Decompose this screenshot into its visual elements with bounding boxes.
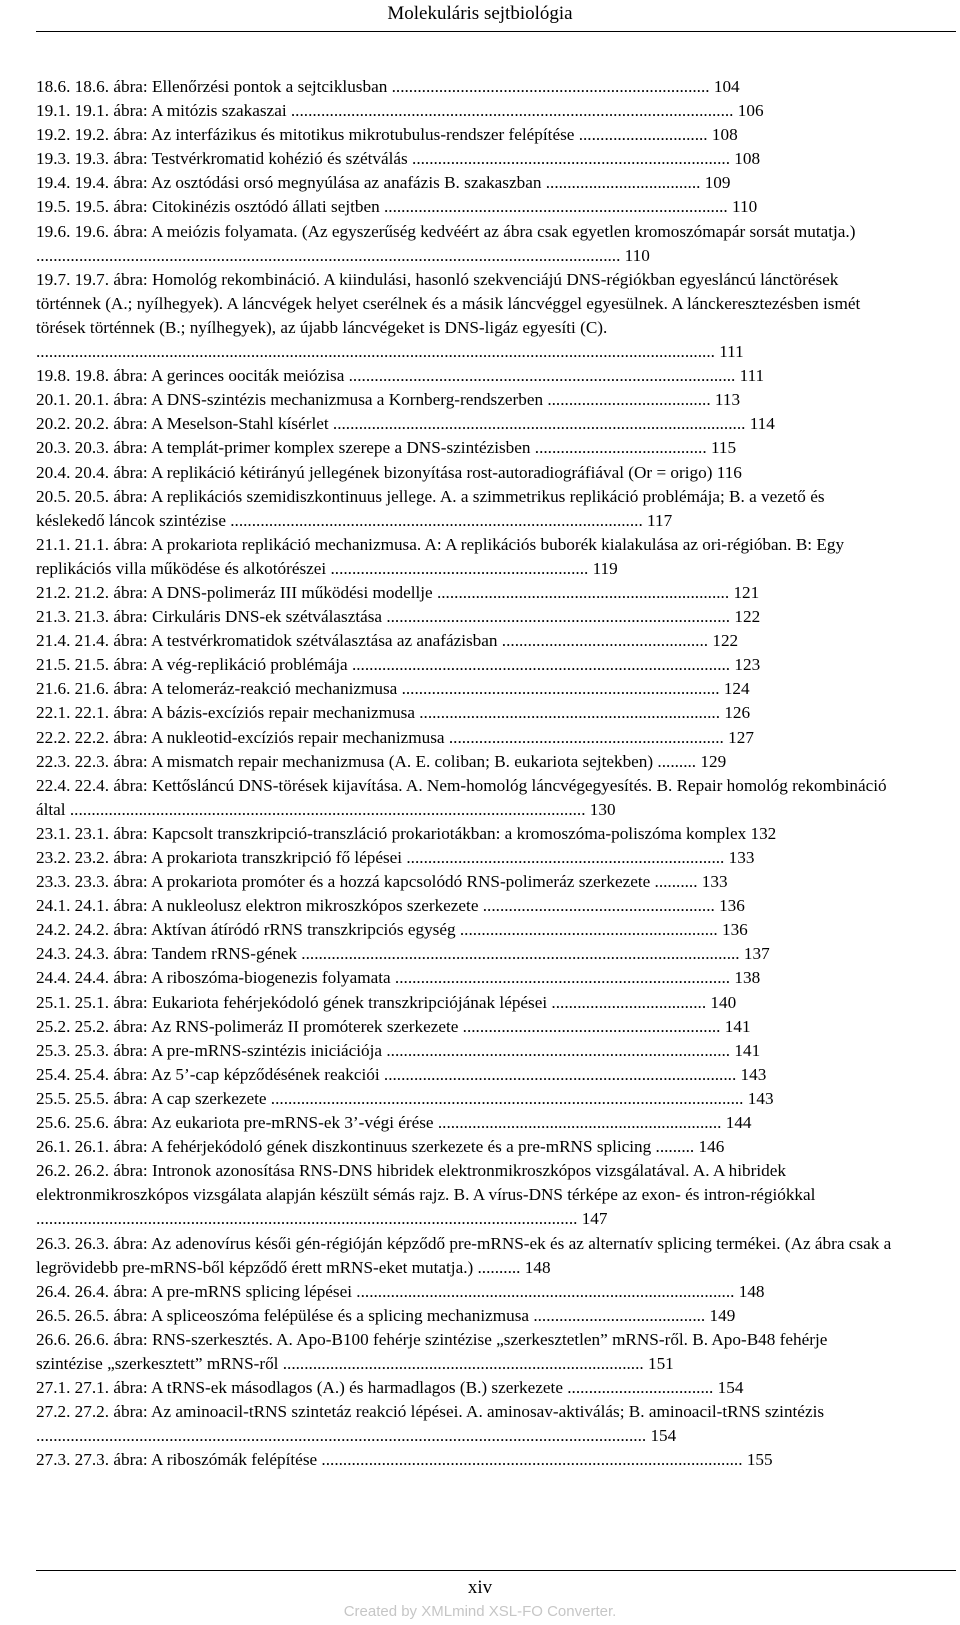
toc-entry[interactable]: 23.3. 23.3. ábra: A prokariota promóter és a hozzá kapcsolódó RNS-polimeráz szerkezete .......... 133: [36, 872, 728, 892]
toc-entry[interactable]: 25.5. 25.5. ábra: A cap szerkezete .............................................................................................................. 143: [36, 1088, 774, 1108]
toc-entry[interactable]: 19.8. 19.8. ábra: A gerinces oociták meiózisa .......................................................................................... 111: [36, 366, 765, 386]
table-of-figures: [36, 75, 892, 1472]
toc-entry[interactable]: 26.4. 26.4. ábra: A pre-mRNS splicing lépései ........................................................................................ 148: [36, 1281, 765, 1301]
toc-entry[interactable]: 21.6. 21.6. ábra: A telomeráz-reakció mechanizmusa .......................................................................... 124: [36, 679, 750, 699]
toc-entry[interactable]: 26.6. 26.6. ábra: RNS-szerkesztés. A. Apo-B100 fehérje szintézise „szerkesztetlen” mRNS-ről. B. Apo-B48 fehérje szintézise „szerkesztett” mRNS-ről .................................................................................... 151: [36, 1329, 828, 1373]
toc-entry[interactable]: 20.3. 20.3. ábra: A templát-primer komplex szerepe a DNS-szintézisben ........................................ 115: [36, 438, 737, 458]
header-divider: [36, 31, 956, 32]
toc-entry[interactable]: 19.4. 19.4. ábra: Az osztódási orsó megnyúlása az anafázis B. szakaszban .................................... 109: [36, 173, 731, 193]
toc-entry[interactable]: 20.2. 20.2. ábra: A Meselson-Stahl kísérlet ................................................................................................ 114: [36, 414, 775, 434]
converter-credit: Created by XMLmind XSL-FO Converter.: [343, 1603, 617, 1620]
toc-entry[interactable]: 24.2. 24.2. ábra: Aktívan átíródó rRNS transzkripciós egység ............................................................ 136: [36, 920, 748, 940]
toc-entry[interactable]: 26.2. 26.2. ábra: Intronok azonosítása RNS-DNS hibridek elektronmikroszkópos vizsgálatával. A. A hibridek elektronmikroszkópos vizsgálata alapján készült sémás rajz. B. A vírus-DNS térképe az exon- és intron-régiókkal .............................................................................................................................. 147: [36, 1161, 816, 1229]
toc-entry[interactable]: 19.2. 19.2. ábra: Az interfázikus és mitotikus mikrotubulus-rendszer felépítése .............................. 108: [36, 125, 738, 145]
toc-entry[interactable]: 25.4. 25.4. ábra: Az 5’-cap képződésének reakciói .................................................................................. 143: [36, 1064, 767, 1084]
toc-entry[interactable]: 24.1. 24.1. ábra: A nukleolusz elektron mikroszkópos szerkezete ...................................................... 136: [36, 896, 745, 916]
toc-entry[interactable]: 20.4. 20.4. ábra: A replikáció kétirányú jellegének bizonyítása rost-autoradiográfiával (Or = origo) 116: [36, 462, 742, 482]
toc-entry[interactable]: 19.1. 19.1. ábra: A mitózis szakaszai ....................................................................................................... 106: [36, 101, 764, 121]
toc-entry[interactable]: 21.2. 21.2. ábra: A DNS-polimeráz III működési modellje .................................................................... 121: [36, 582, 760, 602]
toc-entry[interactable]: 27.2. 27.2. ábra: Az aminoacil-tRNS szintetáz reakció lépései. A. aminosav-aktiválás; B. aminoacil-tRNS szintézis .............................................................................................................................................. 154: [36, 1402, 825, 1446]
toc-entry[interactable]: 21.3. 21.3. ábra: Cirkuláris DNS-ek szétválasztása ................................................................................ 122: [36, 607, 761, 627]
toc-entry[interactable]: 22.1. 22.1. ábra: A bázis-excíziós repair mechanizmusa ...................................................................... 126: [36, 703, 751, 723]
toc-entry[interactable]: 21.4. 21.4. ábra: A testvérkromatidok szétválasztása az anafázisban ................................................ 122: [36, 631, 739, 651]
toc-entry[interactable]: 22.2. 22.2. ábra: A nukleotid-excíziós repair mechanizmusa ................................................................ 127: [36, 727, 754, 747]
page-header-title: Molekuláris sejtbiológia: [387, 3, 573, 24]
toc-entry[interactable]: 20.1. 20.1. ábra: A DNS-szintézis mechanizmusa a Kornberg-rendszerben ...................................... 113: [36, 390, 741, 410]
toc-entry[interactable]: 27.1. 27.1. ábra: A tRNS-ek másodlagos (A.) és harmadlagos (B.) szerkezete .................................. 154: [36, 1378, 744, 1398]
toc-entry[interactable]: 21.1. 21.1. ábra: A prokariota replikáció mechanizmusa. A: A replikációs buborék kialakulása az ori-régióban. B: Egy replikációs villa működése és alkotórészei ............................................................ 119: [36, 534, 845, 578]
toc-entry[interactable]: 25.1. 25.1. ábra: Eukariota fehérjekódoló gének transzkripciójának lépései .................................... 140: [36, 992, 737, 1012]
toc-entry[interactable]: 26.3. 26.3. ábra: Az adenovírus késői gén-régióján képződő pre-mRNS-ek és az alternatív splicing termékei. (Az ábra csak a legrövidebb pre-mRNS-ből képződő érett mRNS-eket mutatja.) .......... 148: [36, 1233, 892, 1277]
toc-entry[interactable]: 19.5. 19.5. ábra: Citokinézis osztódó állati sejtben ................................................................................ 110: [36, 197, 758, 217]
toc-entry[interactable]: 25.2. 25.2. ábra: Az RNS-polimeráz II promóterek szerkezete ............................................................ 141: [36, 1016, 751, 1036]
toc-entry[interactable]: 25.3. 25.3. ábra: A pre-mRNS-szintézis iniciációja ................................................................................ 141: [36, 1040, 761, 1060]
toc-entry[interactable]: 26.5. 26.5. ábra: A spliceoszóma felépülése és a splicing mechanizmusa ........................................ 149: [36, 1305, 736, 1325]
toc-entry[interactable]: 24.3. 24.3. ábra: Tandem rRNS-gének ...................................................................................................... 137: [36, 944, 770, 964]
toc-entry[interactable]: 19.6. 19.6. ábra: A meiózis folyamata. (Az egyszerűség kedvéért az ábra csak egyetlen kromoszómapár sorsát mutatja.) ........................................................................................................................................ 110: [36, 221, 856, 265]
toc-entry[interactable]: 22.3. 22.3. ábra: A mismatch repair mechanizmusa (A. E. coliban; B. eukariota sejtekben) ......... 129: [36, 751, 727, 771]
footer-divider: [36, 1570, 956, 1571]
toc-entry[interactable]: 20.5. 20.5. ábra: A replikációs szemidiszkontinuus jellege. A. a szimmetrikus replikáció problémája; B. a vezető és késlekedő láncok szintézise ................................................................................................ 117: [36, 486, 825, 530]
toc-entry[interactable]: 24.4. 24.4. ábra: A riboszóma-biogenezis folyamata .............................................................................. 138: [36, 968, 761, 988]
toc-entry[interactable]: 21.5. 21.5. ábra: A vég-replikáció problémája ........................................................................................ 123: [36, 655, 761, 675]
toc-entry[interactable]: 25.6. 25.6. ábra: Az eukariota pre-mRNS-ek 3’-végi érése .................................................................. 144: [36, 1113, 752, 1133]
toc-entry[interactable]: 23.2. 23.2. ábra: A prokariota transzkripció fő lépései .......................................................................... 133: [36, 848, 755, 867]
toc-entry[interactable]: 19.3. 19.3. ábra: Testvérkromatid kohézió és szétválás .......................................................................... 108: [36, 149, 761, 169]
toc-entry[interactable]: 27.3. 27.3. ábra: A riboszómák felépítése .................................................................................................. 155: [36, 1450, 773, 1470]
toc-entry[interactable]: 22.4. 22.4. ábra: Kettősláncú DNS-törések kijavítása. A. Nem-homológ láncvégegyesítés. B. Repair homológ rekombináció által ........................................................................................................................ 130: [36, 775, 887, 819]
toc-entry[interactable]: 23.1. 23.1. ábra: Kapcsolt transzkripció-transzláció prokariotákban: a kromoszóma-poliszóma komplex 132: [36, 823, 777, 843]
toc-entry[interactable]: 18.6. 18.6. ábra: Ellenőrzési pontok a sejtciklusban .......................................................................... 104: [36, 77, 740, 96]
page-number: xiv: [467, 1577, 493, 1598]
toc-entry[interactable]: 26.1. 26.1. ábra: A fehérjekódoló gének diszkontinuus szerkezete és a pre-mRNS splicing ......... 146: [36, 1137, 725, 1157]
toc-entry[interactable]: 19.7. 19.7. ábra: Homológ rekombináció. A kiindulási, hasonló szekvenciájú DNS-régiókban egyesláncú lánctörések történnek (A.; nyílhegyek). A láncvégek helyet cserélnek és a másik láncvéggel egyesülnek. A lánckeresztezésben ismét törések történnek (B.; nyílhegyek), az újabb láncvégeket is DNS-ligáz egyesíti (C). .............................................................................................................................................................. 111: [36, 269, 861, 362]
